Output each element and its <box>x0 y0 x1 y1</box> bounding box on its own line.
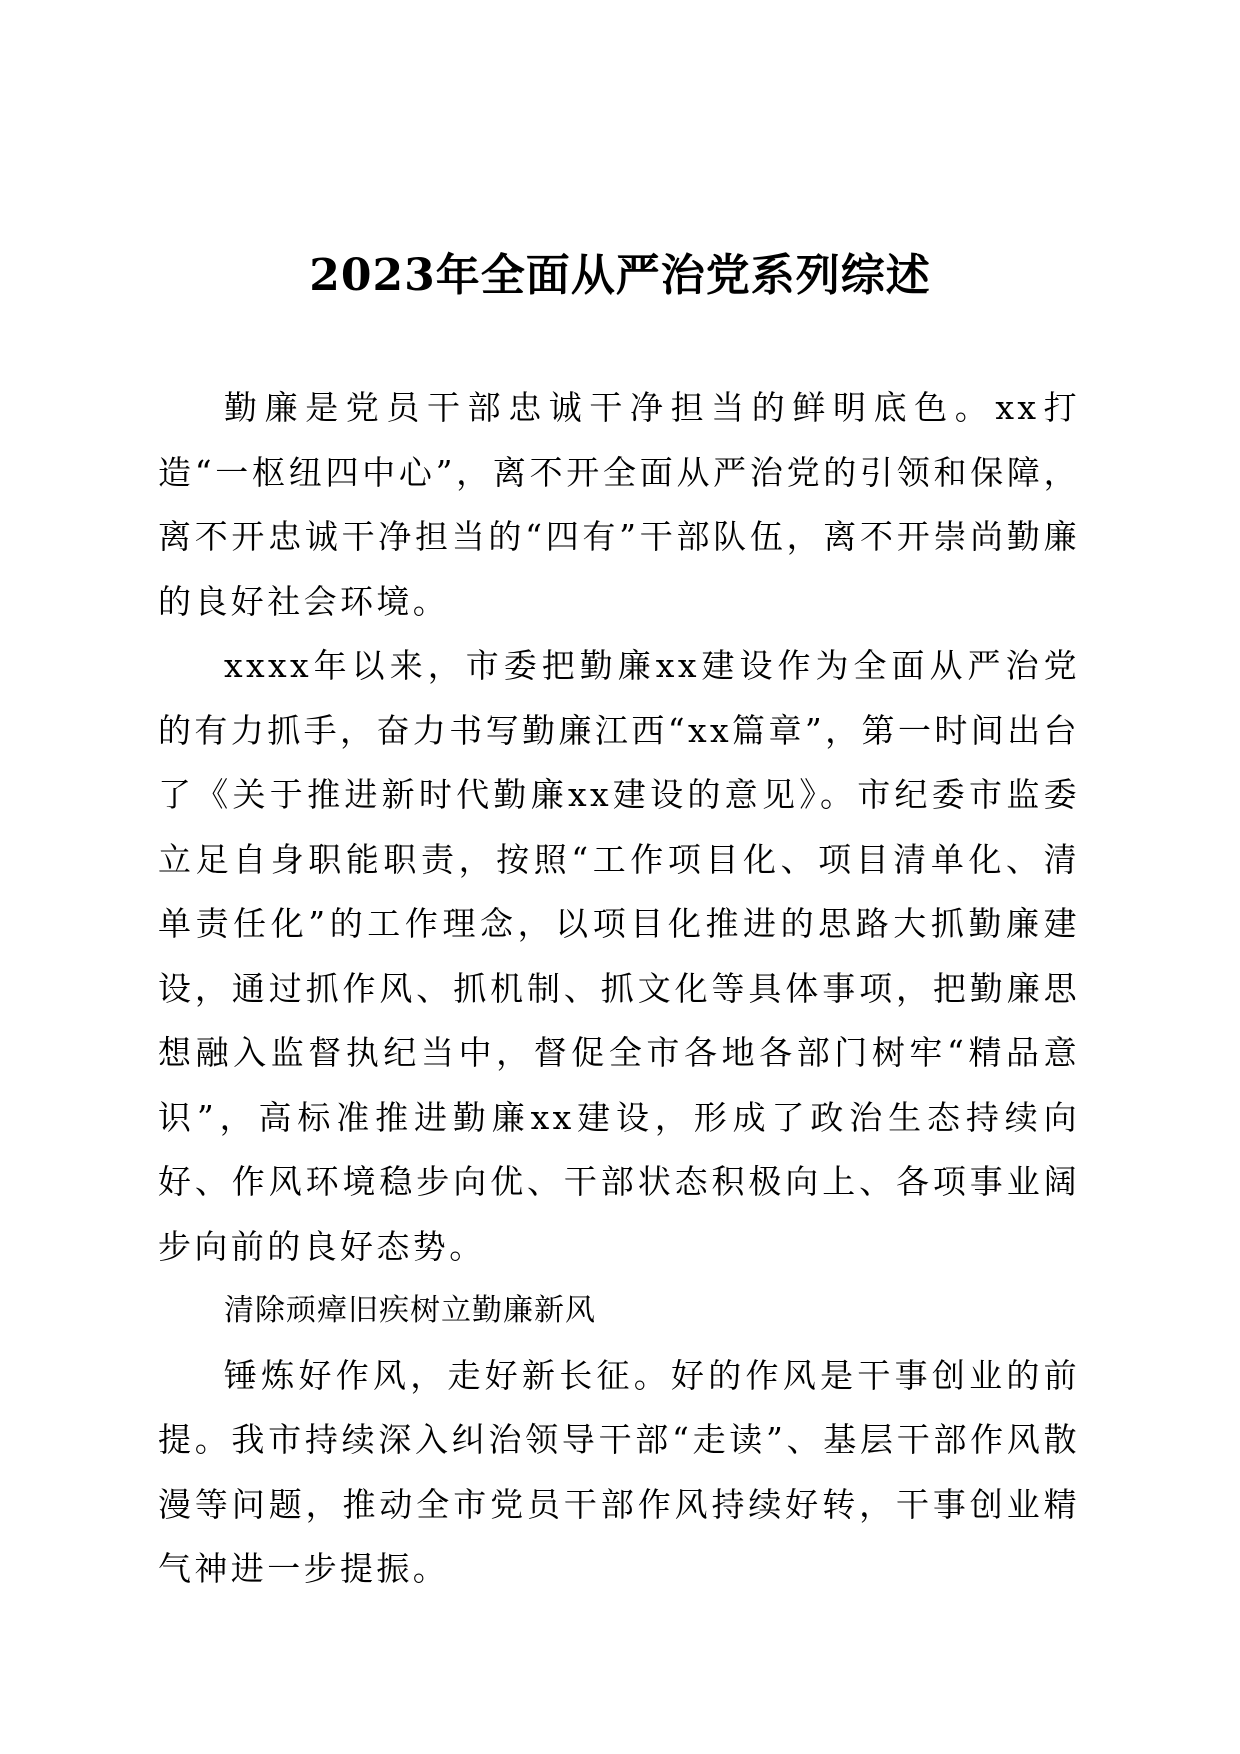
paragraph-intro: 勤廉是党员干部忠诚干净担当的鲜明底色。xx打造“一枢纽四中心”，离不开全面从严治党的引领和保障，离不开忠诚干净担当的“四有”干部队伍，离不开崇尚勤廉的良好社会环境。 <box>158 388 1080 621</box>
document-title: 2023年全面从严治党系列综述 <box>309 250 931 301</box>
paragraph-section-1: 锤炼好作风，走好新长征。好的作风是干事创业的前提。我市持续深入纠治领导干部“走读”、基层干部作风散漫等问题，推动全市党员干部作风持续好转，干事创业精气神进一步提振。 <box>158 1355 1080 1588</box>
document-body <box>158 376 1080 1602</box>
paragraph-overview: xxxx年以来，市委把勤廉xx建设作为全面从严治党的有力抓手，奋力书写勤廉江西“xx篇章”，第一时间出台了《关于推进新时代勤廉xx建设的意见》。市纪委市监委立足自身职能职责，按照“工作项目化、项目清单化、清单责任化”的工作理念，以项目化推进的思路大抓勤廉建设，通过抓作风、抓机制、抓文化等具体事项，把勤廉思想融入监督执纪当中，督促全市各地各部门树牢“精品意识”，高标准推进勤廉xx建设，形成了政治生态持续向好、作风环境稳步向优、干部状态积极向上、各项事业阔步向前的良好态势。 <box>158 646 1080 1266</box>
section-heading: 清除顽瘴旧疾树立勤廉新风 <box>224 1293 596 1328</box>
